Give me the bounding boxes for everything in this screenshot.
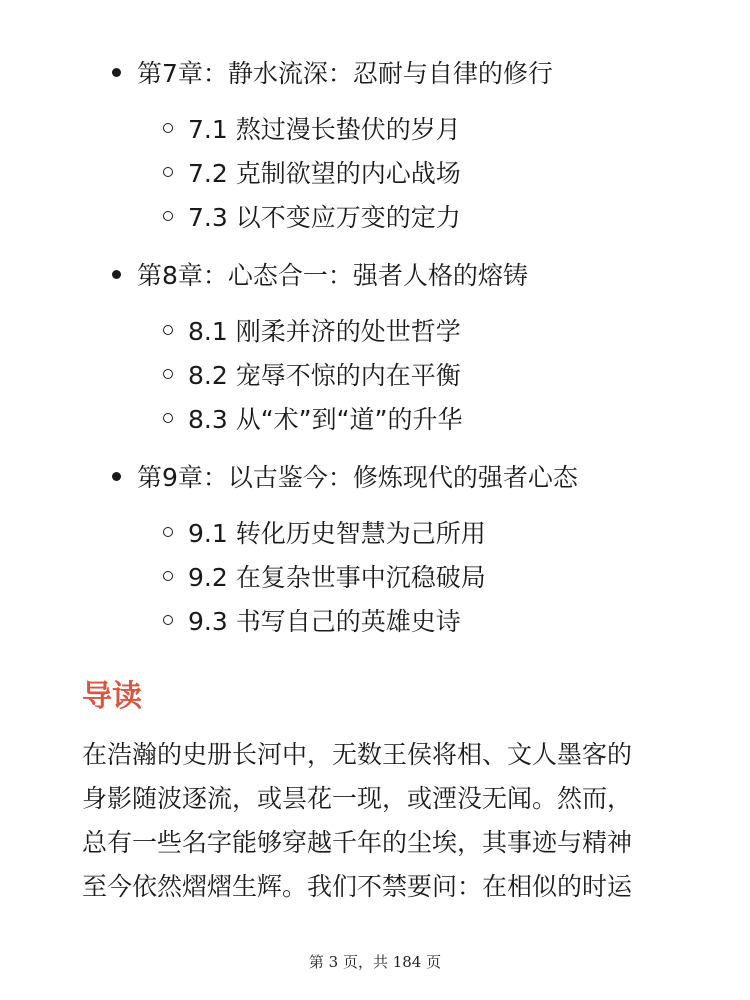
page-number-footer: 第 3 页，共 184 页 <box>308 953 442 971</box>
toc-section-8-1[interactable] <box>163 310 461 350</box>
section-title: 7.1 熬过漫长蛰伏的岁月 <box>188 115 461 144</box>
bullet-ring-icon <box>163 211 173 221</box>
toc-section-9-1[interactable] <box>163 512 486 552</box>
bullet-ring-icon <box>163 167 173 177</box>
paragraph-line: 在浩瀚的史册长河中，无数王侯将相、文人墨客的 <box>82 740 633 769</box>
section-title: 7.2 克制欲望的内心战场 <box>188 159 461 188</box>
section-title: 9.3 书写自己的英雄史诗 <box>188 607 461 636</box>
toc-section-7-1[interactable] <box>163 108 461 148</box>
chapter-title: 第7章：静水流深：忍耐与自律的修行 <box>137 59 553 88</box>
bullet-ring-icon <box>163 369 173 379</box>
section-title: 8.1 刚柔并济的处世哲学 <box>188 317 461 346</box>
section-title: 9.1 转化历史智慧为己所用 <box>188 519 486 548</box>
toc-chapter-9[interactable] <box>112 456 578 496</box>
toc-section-8-3[interactable] <box>163 398 463 438</box>
section-title: 7.3 以不变应万变的定力 <box>188 203 461 232</box>
bullet-ring-icon <box>163 527 173 537</box>
section-title: 8.3 从“术”到“道”的升华 <box>188 405 463 434</box>
bullet-ring-icon <box>163 413 173 423</box>
bullet-dot-icon <box>112 472 121 481</box>
toc-section-9-3[interactable] <box>163 600 461 640</box>
section-title: 9.2 在复杂世事中沉稳破局 <box>188 563 486 592</box>
toc-section-8-2[interactable] <box>163 354 461 394</box>
toc-section-9-2[interactable] <box>163 556 486 596</box>
intro-paragraph <box>82 733 674 909</box>
chapter-title: 第8章：心态合一：强者人格的熔铸 <box>137 261 528 290</box>
bullet-ring-icon <box>163 571 173 581</box>
paragraph-line: 至今依然熠熠生辉。我们不禁要问：在相似的时运 <box>82 872 633 901</box>
intro-heading: 导读 <box>82 679 142 714</box>
bullet-ring-icon <box>163 615 173 625</box>
toc-section-7-3[interactable] <box>163 196 461 236</box>
bullet-dot-icon <box>112 68 121 77</box>
paragraph-line: 身影随波逐流，或昙花一现，或湮没无闻。然而， <box>82 784 633 813</box>
toc-chapter-8[interactable] <box>112 254 528 294</box>
bullet-ring-icon <box>163 325 173 335</box>
chapter-title: 第9章：以古鉴今：修炼现代的强者心态 <box>137 463 578 492</box>
toc-chapter-7[interactable] <box>112 52 553 92</box>
toc-section-7-2[interactable] <box>163 152 461 192</box>
bullet-ring-icon <box>163 123 173 133</box>
bullet-dot-icon <box>112 270 121 279</box>
paragraph-line: 总有一些名字能够穿越千年的尘埃，其事迹与精神 <box>82 828 633 857</box>
section-title: 8.2 宠辱不惊的内在平衡 <box>188 361 461 390</box>
